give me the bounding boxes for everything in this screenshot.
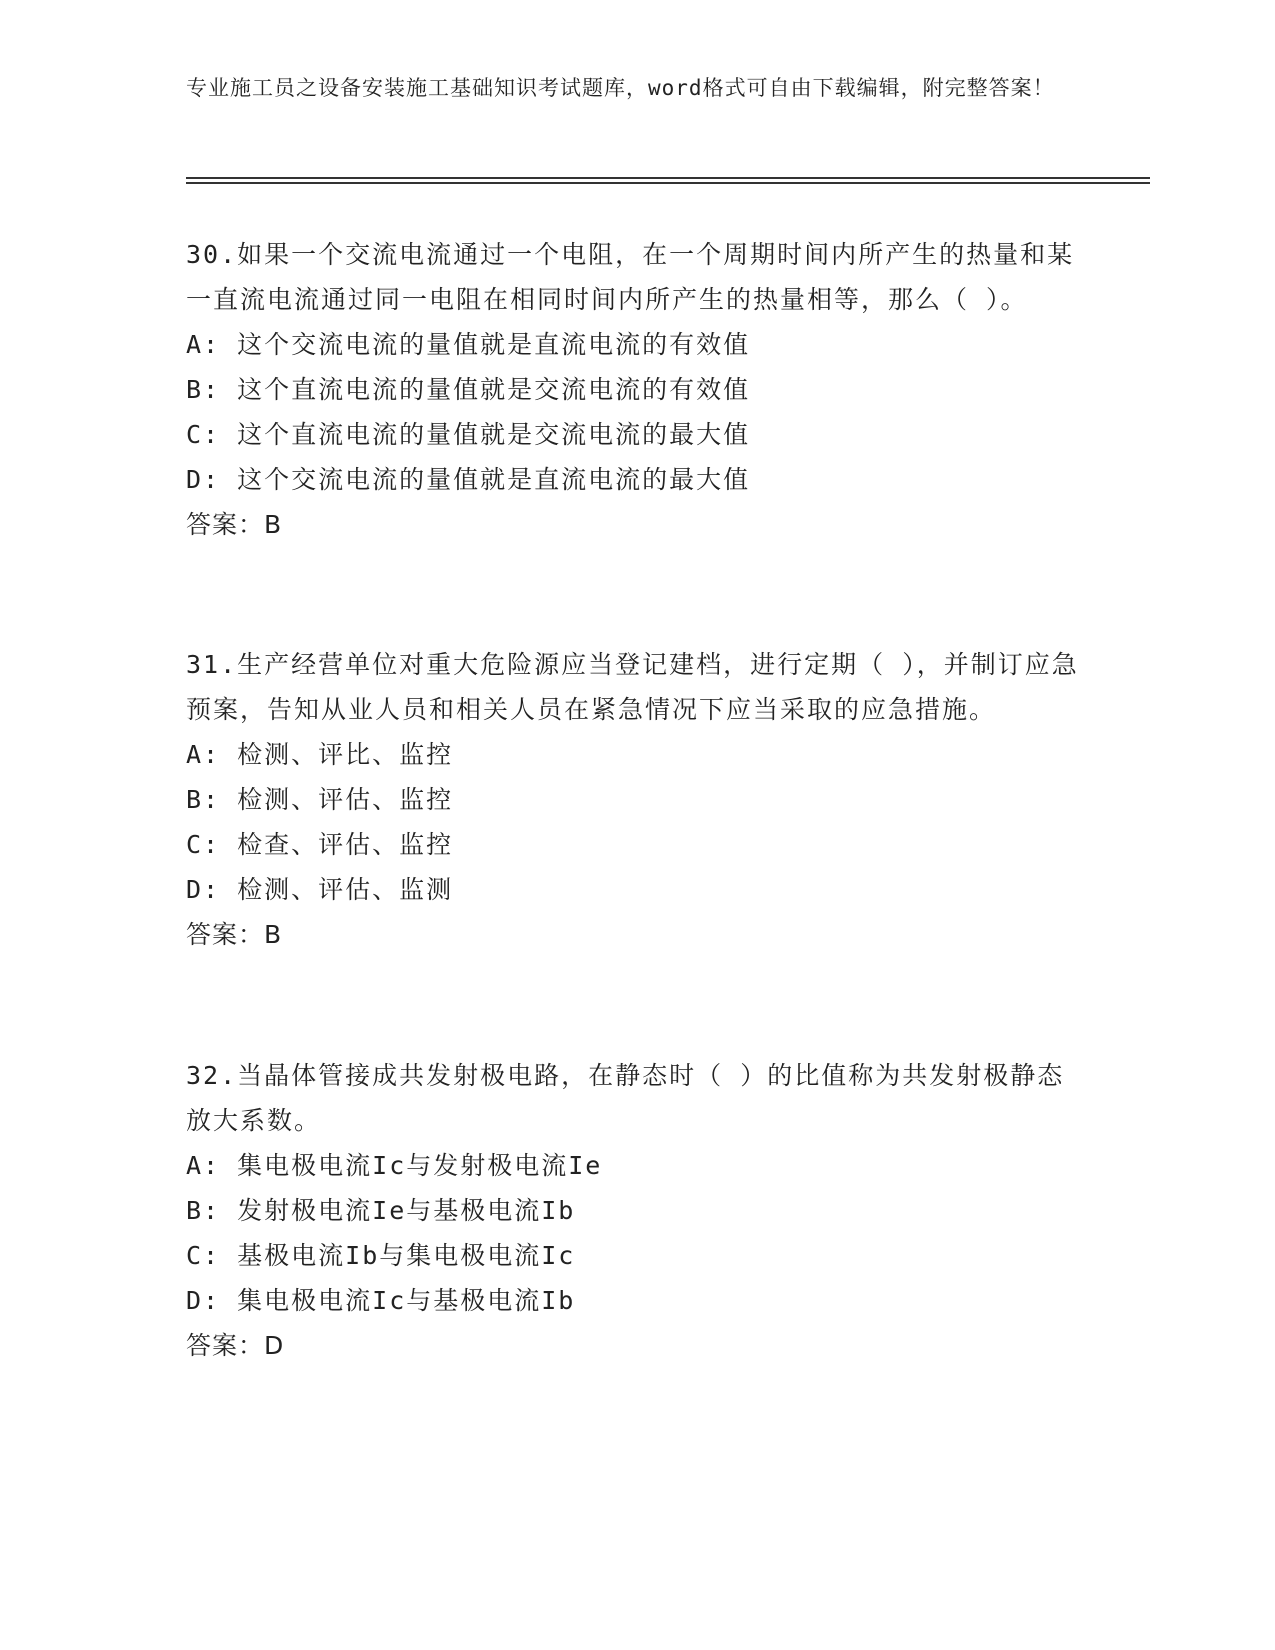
option-d: D: 集电极电流Ic与基极电流Ib bbox=[186, 1286, 576, 1315]
option-b: B: 发射极电流Ie与基极电流Ib bbox=[186, 1196, 576, 1225]
header-divider-top bbox=[186, 177, 1150, 179]
question-text: 31.生产经营单位对重大危险源应当登记建档，进行定期（ ），并制订应急预案，告知从业人员和相关人员在紧急情况下应当采取的应急措施。 bbox=[186, 650, 1079, 724]
option-d: D: 检测、评估、监测 bbox=[186, 875, 454, 904]
option-c: C: 基极电流Ib与集电极电流Ic bbox=[186, 1241, 576, 1270]
question-text: 30.如果一个交流电流通过一个电阻，在一个周期时间内所产生的热量和某一直流电流通过同一电阻在相同时间内所产生的热量相等，那么（ ）。 bbox=[186, 240, 1075, 314]
option-c: C: 这个直流电流的量值就是交流电流的最大值 bbox=[186, 420, 751, 449]
option-b: B: 这个直流电流的量值就是交流电流的有效值 bbox=[186, 375, 751, 404]
option-a: A: 集电极电流Ic与发射极电流Ie bbox=[186, 1151, 603, 1180]
option-b: B: 检测、评估、监控 bbox=[186, 785, 454, 814]
answer-label: 答案：D bbox=[186, 1331, 285, 1360]
option-a: A: 检测、评比、监控 bbox=[186, 740, 454, 769]
question-32 bbox=[186, 1053, 1086, 1368]
answer-label: 答案：B bbox=[186, 510, 283, 539]
question-30 bbox=[186, 232, 1086, 547]
option-a: A: 这个交流电流的量值就是直流电流的有效值 bbox=[186, 330, 751, 359]
answer-label: 答案：B bbox=[186, 920, 283, 949]
question-31 bbox=[186, 642, 1086, 957]
question-text: 32.当晶体管接成共发射极电路，在静态时（ ）的比值称为共发射极静态放大系数。 bbox=[186, 1061, 1065, 1135]
document-header: 专业施工员之设备安装施工基础知识考试题库，word格式可自由下载编辑，附完整答案！ bbox=[186, 76, 1055, 100]
option-c: C: 检查、评估、监控 bbox=[186, 830, 454, 859]
option-d: D: 这个交流电流的量值就是直流电流的最大值 bbox=[186, 465, 751, 494]
header-divider-bottom bbox=[186, 182, 1150, 184]
